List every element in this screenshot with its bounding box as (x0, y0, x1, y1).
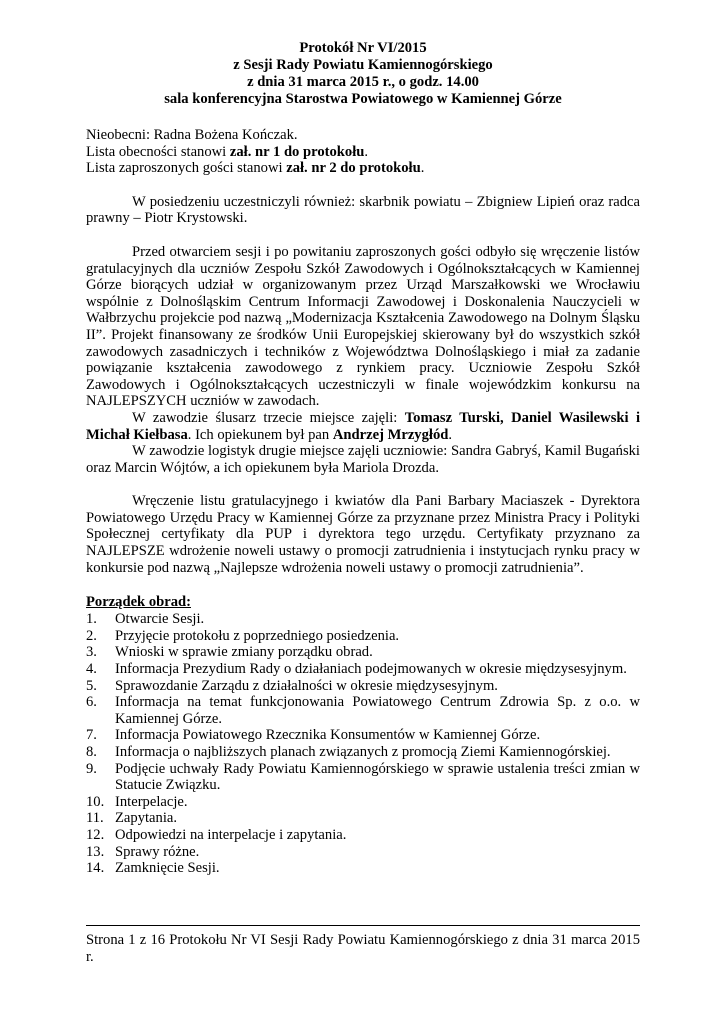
agenda-item-number: 14. (86, 860, 105, 877)
attendance-list-line: Lista obecności stanowi zał. nr 1 do protokołu. (86, 143, 369, 160)
attachment-2-ref: zał. nr 2 do protokołu (286, 160, 421, 177)
agenda-item-number: 9. (86, 760, 97, 777)
document-header (86, 40, 640, 108)
locksmith-award-paragraph: W zawodzie ślusarz trzecie miejsce zajęli: Tomasz Turski, Daniel Wasilewski i Michał Kiełbasa. Ich opiekunem był pan Andrzej Mrzygłód. (86, 409, 641, 443)
document-page (86, 40, 640, 877)
agenda-item-number: 12. (86, 826, 105, 843)
agenda-item (86, 611, 640, 628)
agenda-item-text: Informacja na temat funkcjonowania Powiatowego Centrum Zdrowia Sp. z o.o. w Kamiennej Górze. (115, 694, 640, 727)
page-footer (86, 925, 640, 965)
agenda-item (86, 744, 640, 761)
agenda-item (86, 794, 640, 811)
locksmith-winners: Tomasz Turski, Daniel Wasilewski i Michał Kiełbasa (86, 409, 641, 443)
agenda-item (86, 727, 640, 744)
agenda-item (86, 694, 640, 727)
agenda-list (86, 611, 640, 877)
absent-line: Nieobecni: Radna Bożena Kończak. (86, 127, 298, 143)
guest-list-line: Lista zaproszonych gości stanowi zał. nr 2 do protokołu. (86, 160, 425, 177)
agenda-item-number: 2. (86, 627, 97, 644)
agenda-item-text: Informacja Powiatowego Rzecznika Konsumentów w Kamiennej Górze. (115, 727, 541, 744)
ceremony-section (86, 244, 640, 476)
agenda-item-number: 5. (86, 677, 97, 694)
agenda-item-number: 11. (86, 810, 104, 827)
attachment-1-ref: zał. nr 1 do protokołu (229, 143, 365, 160)
agenda-item-text: Zamknięcie Sesji. (115, 860, 220, 877)
agenda-item-text: Interpelacje. (115, 793, 188, 810)
footer-divider (86, 925, 640, 926)
session-venue: sala konferencyjna Starostwa Powiatowego w Kamiennej Górze (164, 91, 562, 107)
agenda-item-text: Informacja Prezydium Rady o działaniach podejmowanych w okresie międzysesyjnym. (115, 661, 627, 678)
agenda-item (86, 761, 640, 794)
award-paragraph: Wręczenie listu gratulacyjnego i kwiatów dla Pani Barbary Maciaszek - Dyrektora Powiatowego Urzędu Pracy w Kamiennej Górze za przyznane przez Ministra Pracy i Polityki Społecznej certyfikaty dla PUP i dyrektora tego urzędu. Certyfikaty przyznano za NAJLEPSZE wdrożenie noweli ustawy o promocji zatrudnienia i instytucjach rynku pracy w konkursie pod nazwą „Najlepsze wdrożenia noweli ustawy o promocji zatrudnienia”. (86, 493, 640, 576)
ceremony-paragraph: Przed otwarciem sesji i po powitaniu zaproszonych gości odbyło się wręczenie listów gratulacyjnych dla uczniów Zespołu Szkół Zawodowych i Ogólnokształcących w Kamiennej Górze biorących udział w organizowanym przez Urząd Marszałkowski we Wrocławiu wspólnie z Dolnośląskim Centrum Informacji Zawodowej i Doskonalenia Nauczycieli w Wałbrzychu projekcie pod nazwą „Modernizacja Kształcenia Zawodowego na Dolnym Śląsku II”. Projekt finansowany ze środków Unii Europejskiej skierowany był do wszystkich szkół zawodowych zasadniczych i techników z Województwa Dolnośląskiego i miał za zadanie powiązanie kształcenia zawodowego z rynkiem pracy. Uczniowie Zespołu Szkół Zawodowych i Ogólnokształcących uczestniczyli w finale wojewódzkim konkursu na NAJLEPSZYCH uczniów w zawodach. (86, 243, 640, 410)
agenda-item-number: 3. (86, 644, 97, 661)
agenda-item (86, 844, 640, 861)
agenda-item (86, 860, 640, 877)
agenda-item-text: Zapytania. (115, 810, 177, 827)
protocol-title: Protokół Nr VI/2015 (299, 40, 427, 56)
participants-paragraph: W posiedzeniu uczestniczyli również: skarbnik powiatu – Zbigniew Lipień oraz radca prawny – Piotr Krystowski. (86, 193, 640, 227)
agenda-item (86, 678, 640, 695)
agenda-item-text: Przyjęcie protokołu z poprzedniego posiedzenia. (115, 627, 400, 644)
agenda-item-number: 4. (86, 661, 97, 678)
agenda-item-number: 7. (86, 727, 97, 744)
session-name: z Sesji Rady Powiatu Kamiennogórskiego (233, 57, 493, 73)
agenda-item-text: Sprawozdanie Zarządu z działalności w okresie międzysesyjnym. (115, 677, 498, 694)
agenda-item (86, 827, 640, 844)
agenda-item (86, 628, 640, 645)
agenda-item (86, 810, 640, 827)
agenda-item-text: Odpowiedzi na interpelacje i zapytania. (115, 826, 347, 843)
agenda-item-text: Wnioski w sprawie zmiany porządku obrad. (115, 644, 373, 661)
agenda-item (86, 644, 640, 661)
agenda-item (86, 661, 640, 678)
agenda-item-number: 1. (86, 611, 97, 628)
agenda-item-text: Otwarcie Sesji. (115, 611, 205, 628)
agenda-item-number: 10. (86, 793, 105, 810)
agenda-item-number: 6. (86, 694, 97, 711)
session-date: z dnia 31 marca 2015 r., o godz. 14.00 (247, 74, 479, 90)
attendance-section (86, 127, 640, 177)
agenda-item-text: Informacja o najbliższych planach związanych z promocją Ziemi Kamiennogórskiej. (115, 744, 611, 760)
footer-page-info: Strona 1 z 16 Protokołu Nr VI Sesji Rady Powiatu Kamiennogórskiego z dnia 31 marca 2015 r. (86, 932, 640, 965)
agenda-item-text: Sprawy różne. (115, 843, 200, 860)
agenda-item-number: 8. (86, 744, 97, 760)
agenda-title: Porządek obrad: (86, 594, 191, 611)
agenda-item-number: 13. (86, 843, 105, 860)
logistics-award-paragraph: W zawodzie logistyk drugie miejsce zajęli uczniowie: Sandra Gabryś, Kamil Bugański oraz Marcin Wójtów, a ich opiekunem była Mariola Drozda. (86, 443, 640, 476)
agenda-item-text: Podjęcie uchwały Rady Powiatu Kamiennogórskiego w sprawie ustalenia treści zmian w Statucie Związku. (115, 760, 640, 794)
locksmith-tutor: Andrzej Mrzygłód (332, 426, 449, 443)
